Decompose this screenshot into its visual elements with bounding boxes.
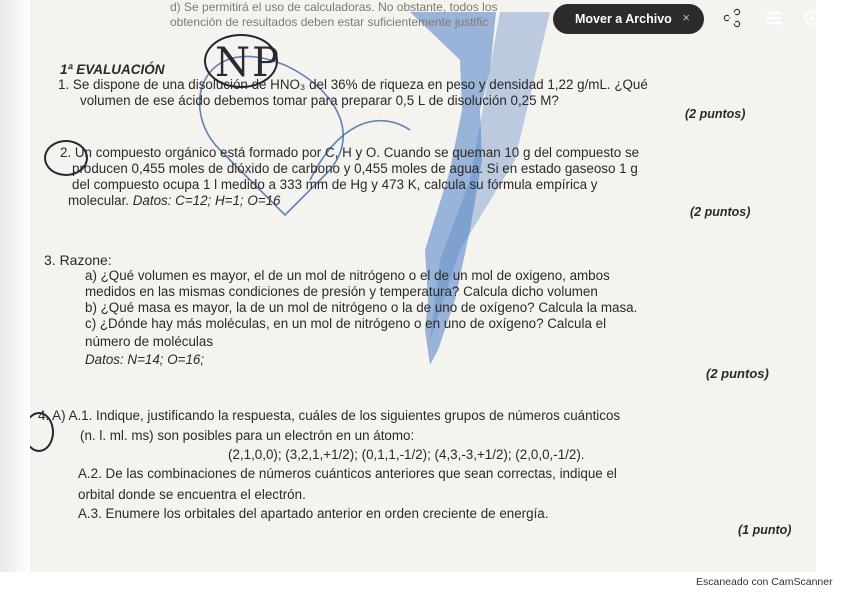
q3-data: Datos: N=14; O=16; xyxy=(85,352,205,367)
tune-icon[interactable] xyxy=(764,8,784,28)
q4-line5: orbital donde se encuentra el electrón. xyxy=(78,487,306,502)
q2-molecular-label: molecular. xyxy=(68,193,133,208)
q1-points: (2 puntos) xyxy=(685,107,746,121)
q1-line2: volumen de ese ácido debemos tomar para preparar 0,5 L de disolución 0,25 M? xyxy=(80,93,559,108)
scanned-page xyxy=(30,0,816,572)
np-handwritten-circle xyxy=(204,34,278,88)
q4-points: (1 punto) xyxy=(738,523,792,537)
q3-points: (2 puntos) xyxy=(706,366,769,381)
q4-line1: 4. A) A.1. Indique, justificando la respuesta, cuáles de los siguientes grupos de números cuánticos xyxy=(38,408,621,423)
q4-line2: (n. l. ml. ms) son posibles para un electrón en un átomo: xyxy=(80,428,415,443)
q1-line1: 1. Se dispone de una disolución de HNO₃ del 36% de riqueza en peso y densidad 1,22 g/mL. ¿Qué xyxy=(58,77,648,92)
handwritten-np: NP xyxy=(215,40,281,86)
q3-title: 3. Razone: xyxy=(44,252,112,268)
camscanner-watermark: Escaneado con CamScanner xyxy=(696,576,833,588)
eval-title: 1ª EVALUACIÓN xyxy=(60,62,165,77)
q2-line3: del compuesto ocupa 1 l medido a 333 mm de Hg y 473 K, calcula su fórmula empírica y xyxy=(72,177,598,192)
q2-line1: 2. Un compuesto orgánico está formado por C, H y O. Cuando se queman 10 g del compuesto se xyxy=(60,145,640,160)
move-to-archive-button[interactable] xyxy=(553,4,704,34)
left-margin xyxy=(0,0,30,572)
header-hint-line2: obtención de resultados deben estar suficientemente justific xyxy=(170,15,489,29)
q2-line4 xyxy=(68,193,281,208)
q2-points: (2 puntos) xyxy=(690,205,751,219)
q3-c-line1: c) ¿Dónde hay más moléculas, en un mol de nitrógeno o en uno de oxígeno? Calcula el xyxy=(85,316,607,331)
q2-handwritten-circle xyxy=(44,140,88,176)
settings-icon[interactable] xyxy=(802,8,822,28)
q4-line6: A.3. Enumere los orbitales del apartado anterior en orden creciente de energía. xyxy=(78,506,549,521)
header-hint-line1: d) Se permitirá el uso de calculadoras. No obstante, todos los xyxy=(170,0,498,14)
close-icon[interactable]: × xyxy=(682,10,690,25)
q2-data: Datos: C=12; H=1; O=16 xyxy=(132,193,281,208)
q2-line2: producen 0,455 moles de dióxido de carbono y 0,455 moles de agua. Si en estado gaseoso 1 g xyxy=(72,161,638,176)
move-to-archive-label: Mover a Archivo xyxy=(575,12,672,26)
right-margin xyxy=(816,0,848,572)
q3-a-line1: a) ¿Qué volumen es mayor, el de un mol de nitrógeno o el de un mol de oxigeno, ambos xyxy=(85,268,610,283)
share-icon[interactable] xyxy=(722,8,742,28)
q3-a-line2: medidos en las mismas condiciones de presión y temperatura? Calcula dicho volumen xyxy=(85,284,598,299)
q3-b: b) ¿Qué masa es mayor, la de un mol de nitrógeno o la de uno de oxígeno? Calcula la masa. xyxy=(85,300,638,315)
q4-line4: A.2. De las combinaciones de números cuánticos anteriores que sean correctas, indique el xyxy=(78,466,617,481)
q4-quantum-sets: (2,1,0,0); (3,2,1,+1/2); (0,1,1,-1/2); (4,3,-3,+1/2); (2,0,0,-1/2). xyxy=(228,447,585,462)
q3-c-line2: número de moléculas xyxy=(85,334,214,349)
